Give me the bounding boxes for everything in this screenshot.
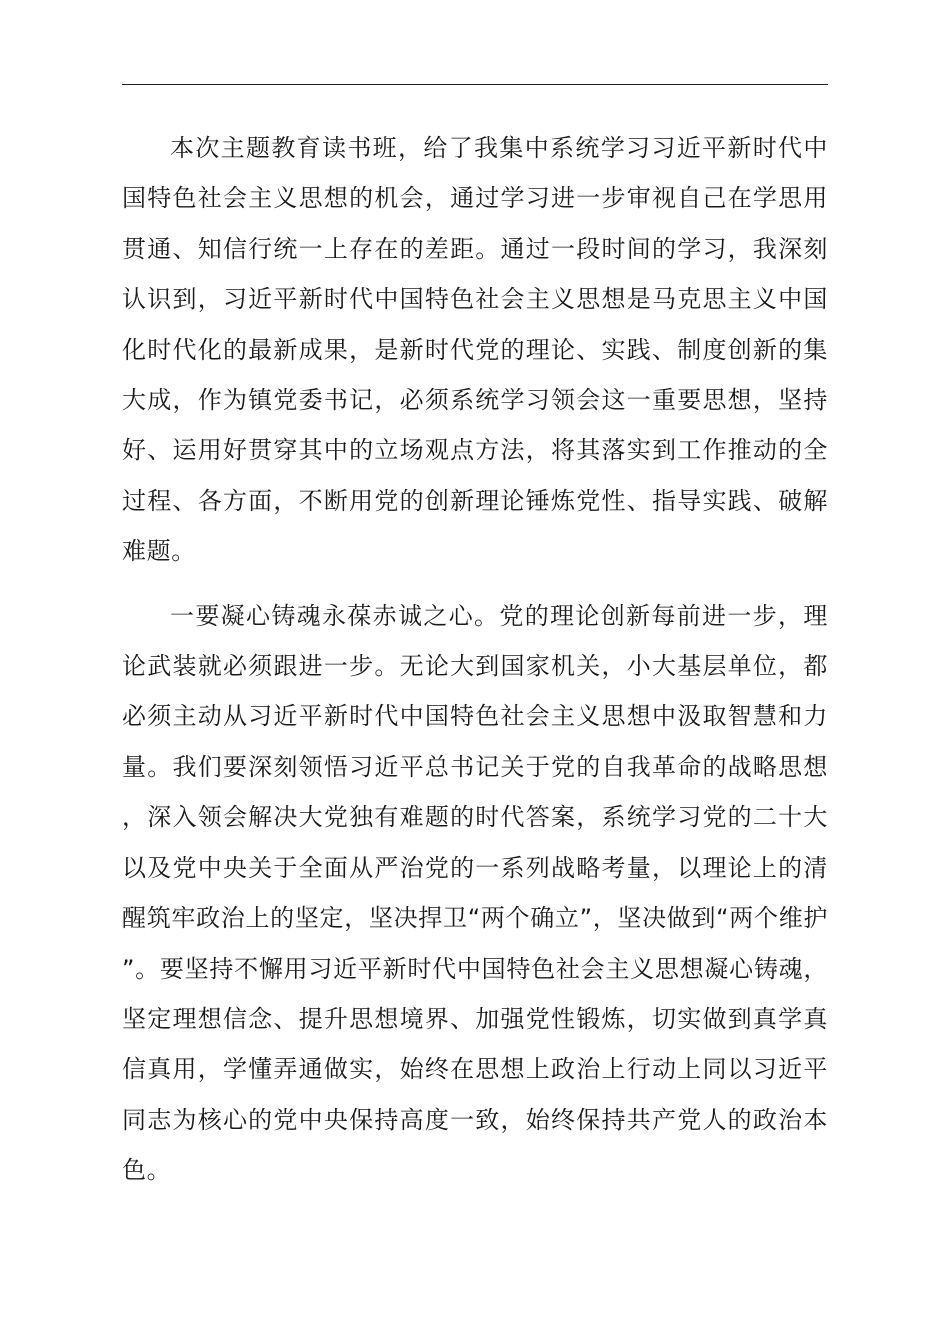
document-body: [122, 123, 828, 1196]
header-divider: [122, 84, 828, 85]
paragraph-intro: 本次主题教育读书班，给了我集中系统学习习近平新时代中国特色社会主义思想的机会，通过学习进一步审视自己在学思用贯通、知信行统一上存在的差距。通过一段时间的学习，我深刻认识到，习近平新时代中国特色社会主义思想是马克思主义中国化时代化的最新成果，是新时代党的理论、实践、制度创新的集大成，作为镇党委书记，必须系统学习领会这一重要思想，坚持好、运用好贯穿其中的立场观点方法，将其落实到工作推动的全过程、各方面，不断用党的创新理论锤炼党性、指导实践、破解难题。: [122, 134, 828, 566]
paragraph-point-one: 一要凝心铸魂永葆赤诚之心。党的理论创新每前进一步，理论武装就必须跟进一步。无论大到国家机关，小大基层单位，都必须主动从习近平新时代中国特色社会主义思想中汲取智慧和力量。我们要深刻领悟习近平总书记关于党的自我革命的战略思想，深入领会解决大党独有难题的时代答案，系统学习党的二十大以及党中央关于全面从严治党的一系列战略考量，以理论上的清醒筑牢政治上的坚定，坚决捍卫“两个确立”，坚决做到“两个维护”。要坚持不懈用习近平新时代中国特色社会主义思想凝心铸魂，坚定理想信念、提升思想境界、加强党性锻炼，切实做到真学真信真用，学懂弄通做实，始终在思想上政治上行动上同以习近平同志为核心的党中央保持高度一致，始终保持共产党人的政治本色。: [122, 601, 828, 1185]
